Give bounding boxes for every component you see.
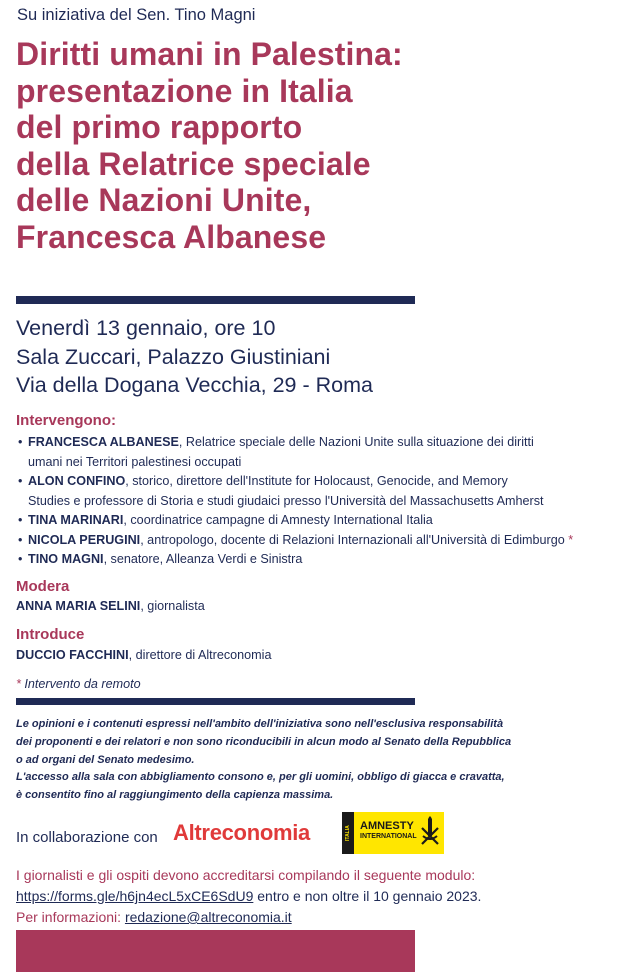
- collaboration-label: In collaborazione con: [16, 829, 158, 846]
- introducer-heading: Introduce: [16, 626, 85, 643]
- speaker-desc-cont: umani nei Territori palestinesi occupati: [28, 454, 242, 469]
- deadline-text: entro e non oltre il 10 gennaio 2023.: [253, 888, 482, 904]
- speaker-desc: , storico, direttore dell'Institute for Holocaust, Genocide, and Memory: [125, 474, 508, 488]
- amnesty-logo: [342, 812, 444, 854]
- speaker-name: FRANCESCA ALBANESE: [28, 435, 179, 449]
- moderator-heading: Modera: [16, 578, 70, 595]
- event-details: [16, 314, 373, 400]
- accreditation-line: I giornalisti e gli ospiti devono accreditarsi compilando il seguente modulo:: [16, 867, 476, 883]
- altreconomia-logo: Altreconomia: [173, 820, 310, 845]
- list-item: [18, 433, 613, 472]
- list-item: [18, 531, 613, 551]
- moderator-role: , giornalista: [140, 599, 205, 613]
- speaker-name: TINA MARINARI: [28, 513, 124, 527]
- candle-icon: [420, 816, 440, 850]
- page-title: [16, 36, 606, 255]
- disclaimer: [16, 716, 606, 805]
- introducer-name: DUCCIO FACCHINI: [16, 648, 129, 662]
- event-venue: Sala Zuccari, Palazzo Giustiniani: [16, 344, 331, 369]
- moderator-line: [16, 599, 205, 613]
- speaker-desc: , senatore, Alleanza Verdi e Sinistra: [103, 552, 303, 566]
- amnesty-name: AMNESTY: [360, 820, 414, 832]
- speaker-desc: , coordinatrice campagne di Amnesty International Italia: [123, 513, 433, 527]
- amnesty-side-label: ITALIA: [342, 812, 354, 854]
- registration-link[interactable]: https://forms.gle/h6jn4ecL5xCE6SdU9: [16, 888, 254, 904]
- title-line: delle Nazioni Unite,: [16, 182, 312, 218]
- email-link[interactable]: redazione@altreconomia.it: [124, 909, 292, 925]
- list-item: [18, 511, 613, 531]
- remote-note: [16, 677, 141, 691]
- event-address: Via della Dogana Vecchia, 29 - Roma: [16, 373, 373, 397]
- amnesty-sub: INTERNATIONAL: [360, 833, 417, 840]
- divider-rule: [16, 698, 415, 705]
- remote-text: Intervento da remoto: [20, 677, 141, 691]
- remote-mark: *: [16, 677, 21, 691]
- speaker-name: TINO MAGNI: [28, 552, 104, 566]
- title-line: presentazione in Italia: [16, 72, 353, 109]
- info-line: [16, 907, 481, 928]
- speaker-name: NICOLA PERUGINI: [28, 532, 141, 547]
- speaker-desc: , antropologo, docente di Relazioni Internazionali all'Università di Edimburgo: [140, 532, 565, 547]
- disclaimer-line: Le opinioni e i contenuti espressi nell'ambito dell'iniziativa sono nell'esclusiva responsabilità: [16, 718, 504, 730]
- disclaimer-line: o ad organi del Senato medesimo.: [16, 753, 195, 766]
- speaker-desc: , Relatrice speciale delle Nazioni Unite sulla situazione dei diritti: [178, 435, 534, 449]
- introducer-line: [16, 648, 271, 662]
- disclaimer-line: L'accesso alla sala con abbigliamento consono e, per gli uomini, obbligo di giacca e cravatta,: [16, 771, 505, 784]
- title-line: del primo rapporto: [16, 109, 303, 145]
- divider-rule: [16, 296, 415, 304]
- info-label: Per informazioni:: [16, 909, 125, 925]
- accreditation-info: [16, 865, 481, 928]
- speaker-desc-cont: Studies e professore di Storia e studi giudaici presso l'Università del Massachusetts Amherst: [28, 493, 544, 508]
- title-line: della Relatrice speciale: [16, 145, 371, 182]
- disclaimer-line: dei proponenti e dei relatori e non sono riconducibili in alcun modo al Senato della Repubblica: [16, 735, 512, 748]
- remote-mark: *: [568, 532, 574, 547]
- moderator-name: ANNA MARIA SELINI: [16, 599, 141, 613]
- speaker-name: ALON CONFINO: [28, 474, 126, 488]
- title-line: Diritti umani in Palestina:: [16, 36, 403, 72]
- list-item: [18, 472, 613, 511]
- footer-bar: [16, 930, 415, 972]
- list-item: [18, 550, 613, 570]
- accreditation-link-line: [16, 886, 481, 907]
- event-date: Venerdì 13 gennaio, ore 10: [16, 316, 276, 340]
- disclaimer-line: è consentito fino al raggiungimento della capienza massima.: [16, 789, 334, 802]
- title-line: Francesca Albanese: [16, 218, 327, 255]
- introducer-role: , direttore di Altreconomia: [128, 648, 272, 662]
- speakers-heading: Intervengono:: [16, 412, 116, 429]
- initiative-line: Su iniziativa del Sen. Tino Magni: [17, 6, 256, 24]
- speakers-list: [18, 433, 613, 570]
